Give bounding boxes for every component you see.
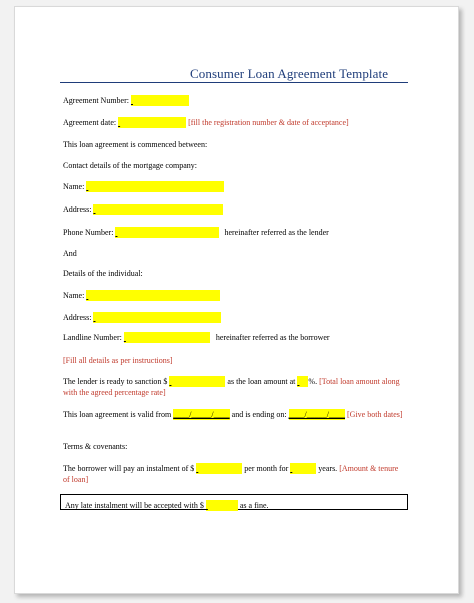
contact-company-line: Contact details of the mortgage company: [63,161,197,170]
instalment-amount-field[interactable] [196,463,242,474]
sanction-line [63,376,403,398]
sanction-note: [Total loan amount along with the agreed percentage rate] [63,377,400,397]
individual-name-label: Name: [63,291,85,300]
individual-address-field[interactable] [93,312,221,323]
phone-label: Phone Number: [63,228,114,237]
company-address-label: Address: [63,205,92,214]
validity-label: This loan agreement is valid from [63,410,172,419]
sanction-amount-field[interactable] [169,376,225,387]
late-fine-box [60,494,408,510]
title-rule [60,82,408,83]
instalment-label: The borrower will pay an instalment of $ [63,464,195,473]
late-fine-amount-field[interactable] [206,500,238,511]
sanction-percent-sign: %. [308,377,318,386]
phone-field[interactable] [115,227,219,238]
agreement-date-line [63,117,349,128]
agreement-date-field[interactable] [118,117,186,128]
instalment-years-field[interactable] [290,463,316,474]
phone-after-text: hereinafter referred as the lender [224,228,329,237]
late-fine-after-text: as a fine. [239,501,269,510]
agreement-number-line [63,95,189,106]
landline-field[interactable] [124,332,210,343]
company-name-field[interactable] [86,181,224,192]
validity-end-field[interactable]: ____/_____/____ [288,410,345,419]
agreement-date-label: Agreement date: [63,118,117,127]
agreement-date-note: [fill the registration number & date of acceptance] [188,118,349,127]
sanction-mid-text: as the loan amount at [227,377,296,386]
validity-note: [Give both dates] [347,410,403,419]
phone-line [63,227,329,238]
individual-name-field[interactable] [86,290,220,301]
validity-line [63,409,403,420]
late-fine-line [65,500,269,511]
instalment-years-label: years. [318,464,338,473]
terms-heading: Terms & covenants: [63,442,128,451]
landline-after-text: hereinafter referred as the borrower [215,333,330,342]
individual-address-label: Address: [63,313,92,322]
instalment-note: [Amount & tenure of loan] [63,464,399,484]
late-fine-label: Any late instalment will be accepted with $ [65,501,204,510]
validity-start-field[interactable]: ____/_____/____ [173,410,230,419]
company-name-line [63,181,224,192]
instalment-line [63,463,403,485]
agreement-number-field[interactable] [131,95,189,106]
individual-address-line [63,312,221,323]
validity-mid-text: and is ending on: [231,410,287,419]
agreement-number-label: Agreement Number: [63,96,129,105]
instalment-mid-text: per month for [244,464,289,473]
company-name-label: Name: [63,182,85,191]
and-line: And [63,249,77,258]
sanction-label: The lender is ready to sanction $ [63,377,168,386]
commenced-line: This loan agreement is commenced between: [63,140,208,149]
individual-name-line [63,290,220,301]
page-title: Consumer Loan Agreement Template [190,66,389,81]
fill-instructions-note: [Fill all details as per instructions] [63,356,173,365]
company-address-line [63,204,223,215]
company-address-field[interactable] [93,204,223,215]
sanction-percent-field[interactable] [297,376,308,387]
details-individual-line: Details of the individual: [63,269,143,278]
landline-label: Landline Number: [63,333,122,342]
landline-line [63,332,330,343]
